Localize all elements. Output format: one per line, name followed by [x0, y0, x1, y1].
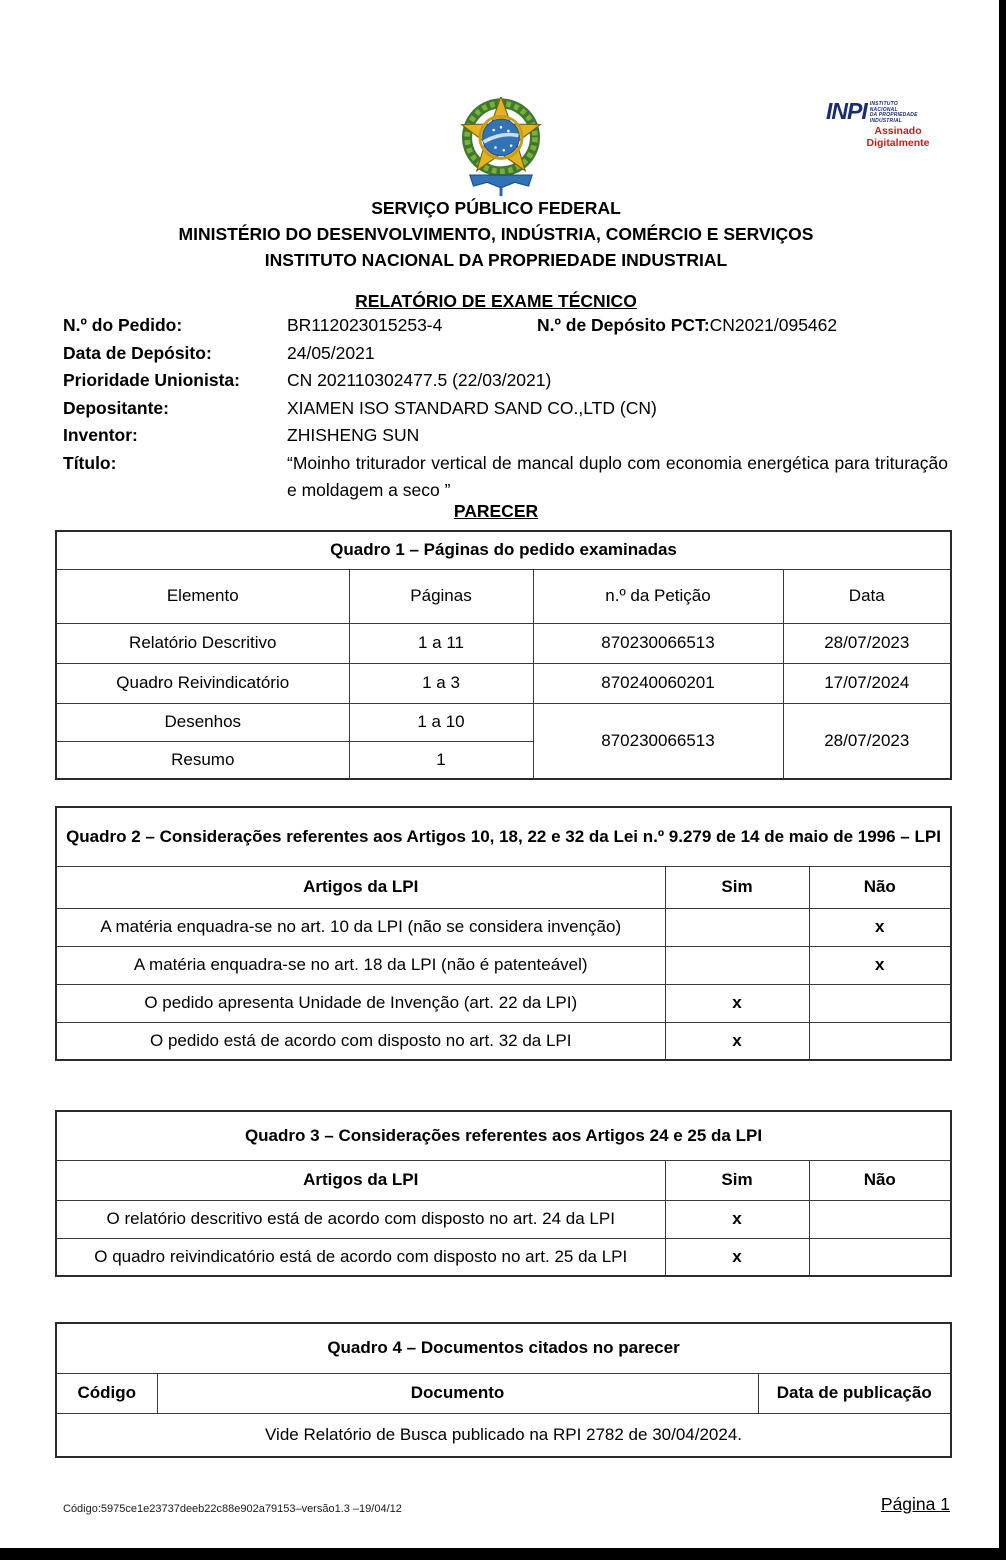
quadro1-table: [55, 530, 952, 780]
titulo-label: Título:: [63, 452, 117, 473]
quadro4-title: Quadro 4 – Documentos citados no parecer: [56, 1323, 951, 1373]
government-header: [0, 195, 992, 273]
quadro2-title: Quadro 2 – Considerações referentes aos Artigos 10, 18, 22 e 32 da Lei n.º 9.279 de 14 de maio de 1996 – LPI: [56, 807, 951, 866]
quadro4-header-row: [56, 1373, 951, 1413]
quadro1-header-row: [56, 569, 951, 623]
footer-document-code: Código:5975ce1e23737deeb22c88e902a79153–versão1.3 –19/04/12: [63, 1503, 402, 1515]
header-line-ministerio: MINISTÉRIO DO DESENVOLVIMENTO, INDÚSTRIA, COMÉRCIO E SERVIÇOS: [178, 224, 814, 244]
scan-edge-bottom: [0, 1548, 1006, 1560]
field-row-inventor: [63, 422, 948, 450]
quadro3-header-sim: Sim: [665, 1160, 809, 1200]
quadro4-header-codigo: Código: [56, 1373, 157, 1413]
header-line-servico: SERVIÇO PÚBLICO FEDERAL: [371, 198, 621, 218]
data-deposito-label: Data de Depósito:: [63, 342, 212, 363]
quadro4-note: Vide Relatório de Busca publicado na RPI 2782 de 30/04/2024.: [56, 1413, 951, 1457]
quadro4-header-documento: Documento: [157, 1373, 758, 1413]
header-line-instituto: INSTITUTO NACIONAL DA PROPRIEDADE INDUSTRIAL: [264, 250, 728, 270]
quadro3-header-row: [56, 1160, 951, 1200]
table-row: Resumo 1: [56, 741, 951, 779]
quadro1-title: Quadro 1 – Páginas do pedido examinadas: [56, 531, 951, 569]
report-title: RELATÓRIO DE EXAME TÉCNICO: [355, 291, 637, 311]
table-row: O quadro reivindicatório está de acordo com disposto no art. 25 da LPI x: [56, 1238, 951, 1276]
quadro3-title: Quadro 3 – Considerações referentes aos Artigos 24 e 25 da LPI: [56, 1111, 951, 1160]
parecer-heading: PARECER: [453, 501, 539, 521]
field-row-titulo: [63, 450, 948, 505]
table-row: O relatório descritivo está de acordo com disposto no art. 24 da LPI x: [56, 1200, 951, 1238]
quadro2-table: [55, 806, 952, 1061]
table-row: Quadro Reivindicatório 1 a 3 870240060201 17/07/2024: [56, 663, 951, 703]
field-row-data-deposito: [63, 340, 948, 368]
quadro4-table: [55, 1322, 952, 1458]
table-row: O pedido está de acordo com disposto no art. 32 da LPI x: [56, 1022, 951, 1060]
quadro4-header-data-publicacao: Data de publicação: [758, 1373, 951, 1413]
table-row: A matéria enquadra-se no art. 18 da LPI (não é patenteável) x: [56, 946, 951, 984]
quadro1-header-data: Data: [783, 569, 951, 623]
quadro2-header-sim: Sim: [665, 866, 809, 908]
quadro1-header-paginas: Páginas: [349, 569, 533, 623]
page-number: Página 1: [880, 1494, 950, 1514]
quadro2-header-nao: Não: [809, 866, 951, 908]
scan-edge-right: [999, 0, 1006, 1560]
brazil-coat-of-arms-icon: [455, 97, 547, 198]
depositante-value: XIAMEN ISO STANDARD SAND CO.,LTD (CN): [287, 397, 657, 418]
table-row: A matéria enquadra-se no art. 10 da LPI (não se considera invenção) x: [56, 908, 951, 946]
table-row: Desenhos 1 a 10 870230066513 28/07/2023: [56, 703, 951, 741]
field-row-pedido: [63, 312, 948, 340]
inventor-value: ZHISHENG SUN: [287, 425, 420, 445]
digitally-signed-badge: Assinado Digitalmente: [866, 125, 930, 149]
inpi-logo: [826, 100, 956, 149]
quadro3-table: [55, 1110, 952, 1277]
quadro2-header-row: [56, 866, 951, 908]
quadro3-header-artigos: Artigos da LPI: [56, 1160, 665, 1200]
quadro1-header-elemento: Elemento: [56, 569, 349, 623]
depositante-label: Depositante:: [63, 397, 169, 418]
prioridade-value: CN 202110302477.5 (22/03/2021): [287, 370, 552, 390]
pct-value: CN2021/095462: [709, 315, 838, 335]
quadro2-header-artigos: Artigos da LPI: [56, 866, 665, 908]
field-row-depositante: [63, 395, 948, 423]
prioridade-label: Prioridade Unionista:: [63, 370, 240, 390]
quadro1-header-peticao: n.º da Petição: [533, 569, 783, 623]
titulo-value: “Moinho triturador vertical de mancal duplo com economia energética para trituração e moldagem a seco ”: [287, 452, 948, 500]
inventor-label: Inventor:: [63, 425, 138, 445]
data-deposito-value: 24/05/2021: [287, 342, 375, 363]
field-row-prioridade: [63, 367, 948, 395]
inpi-logo-subtext: INSTITUTO NACIONAL DA PROPRIEDADE INDUSTRIAL: [869, 101, 918, 124]
inpi-logo-text: INPI: [826, 98, 867, 124]
pedido-label: N.º do Pedido:: [63, 315, 183, 335]
table-row: [56, 1413, 951, 1457]
pct-label: N.º de Depósito PCT:: [537, 315, 710, 335]
table-row: O pedido apresenta Unidade de Invenção (art. 22 da LPI) x: [56, 984, 951, 1022]
table-row: Relatório Descritivo 1 a 11 870230066513 28/07/2023: [56, 623, 951, 663]
application-fields: [63, 312, 948, 505]
pedido-value: BR112023015253-4: [287, 315, 443, 335]
quadro3-header-nao: Não: [809, 1160, 951, 1200]
